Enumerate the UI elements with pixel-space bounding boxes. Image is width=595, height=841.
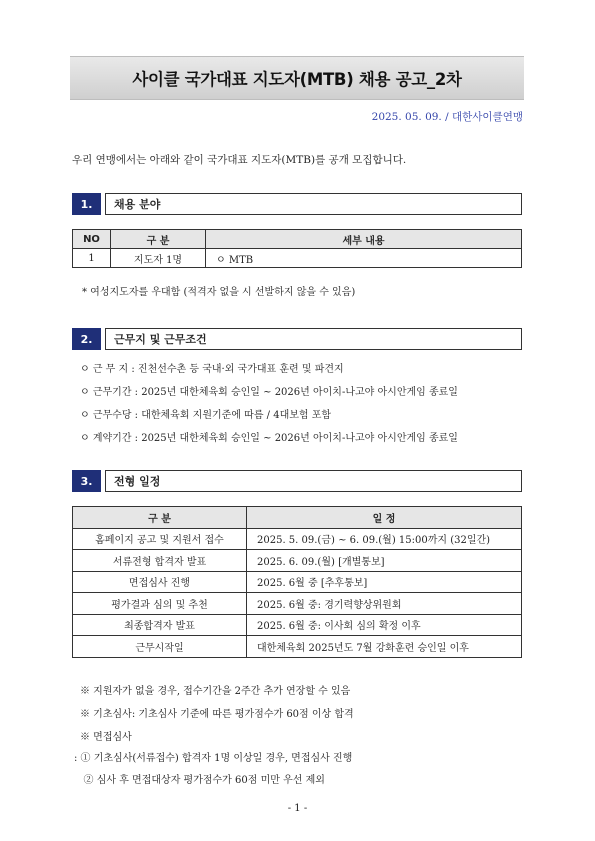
condition-contract-period: ㅇ 계약기간 : 2025년 대한체육회 승인일 ~ 2026년 아이치-나고야 아시안게임 종료일 [80,433,458,444]
document-title-bar [70,56,524,100]
condition-allowance: ㅇ 근무수당 : 대한체육회 지원기준에 따름 / 4대보험 포함 [80,410,332,421]
schedule-cell-step: 근무시작일 [73,636,247,658]
schedule-cell-step: 서류전형 합격자 발표 [73,550,247,572]
section-1-heading [72,193,522,215]
condition-work-period: ㅇ 근무기간 : 2025년 대한체육회 승인일 ~ 2026년 아이치-나고야 아시안게임 종료일 [80,387,458,398]
schedule-cell-date: 2025. 5. 09.(금) ~ 6. 09.(월) 15:00까지 (32일간) [247,528,522,550]
section-3-title: 전형 일정 [105,470,522,492]
table-row [73,528,522,550]
schedule-cell-step: 홈페이지 공고 및 지원서 접수 [73,528,247,550]
note-interview-item-1: : ① 기초심사(서류접수) 합격자 1명 이상일 경우, 면접심사 진행 [74,753,353,764]
section-2-number: 2. [72,328,101,350]
page-number: - 1 - [287,803,308,814]
schedule-header-date: 일 정 [247,507,522,529]
recruit-header-category: 구 분 [111,230,206,249]
recruit-cell-category: 지도자 1명 [111,249,206,268]
section-2-heading [72,328,522,350]
condition-workplace: ㅇ 근 무 지 : 진천선수촌 등 국내·외 국가대표 훈련 및 파견지 [80,364,344,375]
schedule-table [72,506,522,658]
table-row [73,249,522,268]
note-interview-heading: ※ 면접심사 [80,732,132,743]
schedule-cell-step: 최종합격자 발표 [73,614,247,636]
table-row [73,550,522,572]
section-2-title: 근무지 및 근무조건 [105,328,522,350]
recruit-cell-no: 1 [73,249,111,268]
recruit-header-no: NO [73,230,111,249]
schedule-table-header [73,507,522,529]
schedule-header-category: 구 분 [73,507,247,529]
schedule-cell-step: 면접심사 진행 [73,571,247,593]
schedule-cell-date: 2025. 6월 중: 이사회 심의 확정 이후 [247,614,522,636]
table-row [73,571,522,593]
section-1-title: 채용 분야 [105,193,522,215]
recruit-header-detail: 세부 내용 [206,230,522,249]
recruit-cell-detail: ㅇ MTB [206,249,522,268]
schedule-cell-date: 2025. 6월 중 [추후통보] [247,571,522,593]
note-basic-review: ※ 기초심사: 기초심사 기준에 따른 평가점수가 60점 이상 합격 [80,709,354,720]
note-interview-item-2: ② 심사 후 면접대상자 평가점수가 60점 미만 우선 제외 [74,775,325,786]
section-1-number: 1. [72,193,101,215]
schedule-cell-date: 2025. 6월 중: 경기력향상위원회 [247,593,522,615]
schedule-cell-date: 2025. 6. 09.(월) [개별통보] [247,550,522,572]
recruit-table [72,229,522,268]
recruit-note: * 여성지도자를 우대함 (적격자 없을 시 선발하지 않을 수 있음) [82,287,356,298]
recruit-table-header [73,230,522,249]
schedule-cell-date: 대한체육회 2025년도 7월 강화훈련 승인일 이후 [247,636,522,658]
note-extension: ※ 지원자가 없을 경우, 접수기간을 2주간 추가 연장할 수 있음 [80,686,351,697]
document-title: 사이클 국가대표 지도자(MTB) 채용 공고_2차 [132,70,462,89]
intro-text: 우리 연맹에서는 아래와 같이 국가대표 지도자(MTB)를 공개 모집합니다. [72,154,407,166]
section-3-number: 3. [72,470,101,492]
table-row [73,593,522,615]
schedule-cell-step: 평가결과 심의 및 추천 [73,593,247,615]
date-and-organization: 2025. 05. 09. / 대한사이클연맹 [371,111,523,123]
table-row [73,636,522,658]
section-3-heading [72,470,522,492]
table-row [73,614,522,636]
